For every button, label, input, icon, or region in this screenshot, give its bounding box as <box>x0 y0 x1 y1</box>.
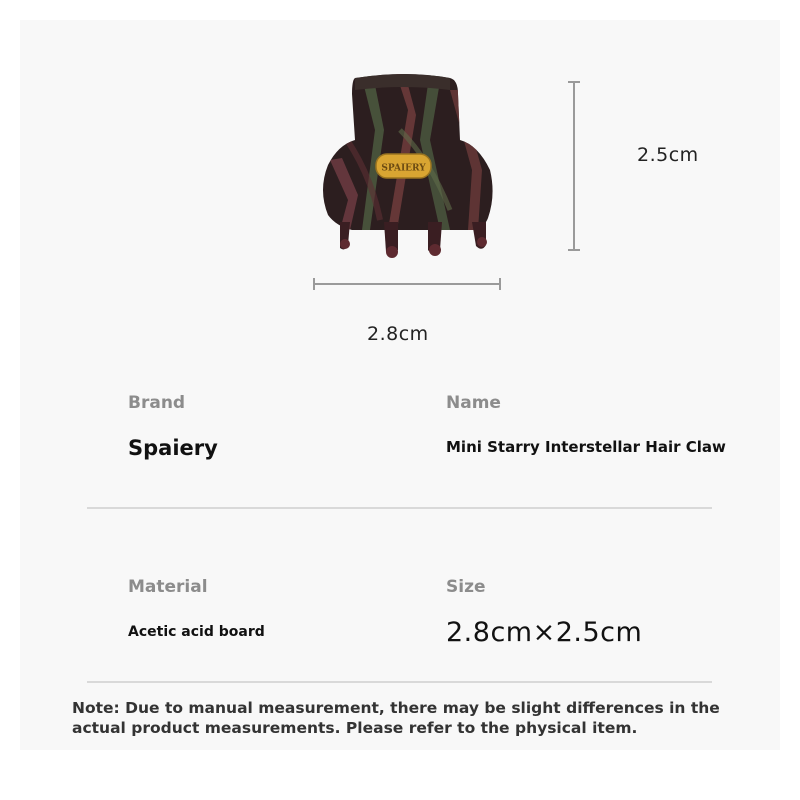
size-value: 2.8cm×2.5cm <box>446 617 643 648</box>
width-dimension-line <box>313 278 501 290</box>
divider <box>87 507 712 509</box>
product-name-value: Mini Starry Interstellar Hair Claw <box>446 438 726 456</box>
height-dimension-line <box>568 81 580 251</box>
width-dimension-label: 2.8cm <box>367 323 429 345</box>
brand-label: Brand <box>128 393 186 413</box>
measurement-note: Note: Due to manual measurement, there may be slight differences in the actual product measurements. Please refer to the physical item. <box>72 699 720 737</box>
size-label: Size <box>446 577 486 597</box>
name-label: Name <box>446 393 501 413</box>
brand-logo-text: SPAIERY <box>381 163 426 174</box>
brand-value: Spaiery <box>128 436 218 460</box>
material-label: Material <box>128 577 208 597</box>
hair-claw-illustration <box>300 70 510 270</box>
divider <box>87 681 712 683</box>
material-value: Acetic acid board <box>128 624 265 640</box>
height-dimension-label: 2.5cm <box>637 144 699 166</box>
